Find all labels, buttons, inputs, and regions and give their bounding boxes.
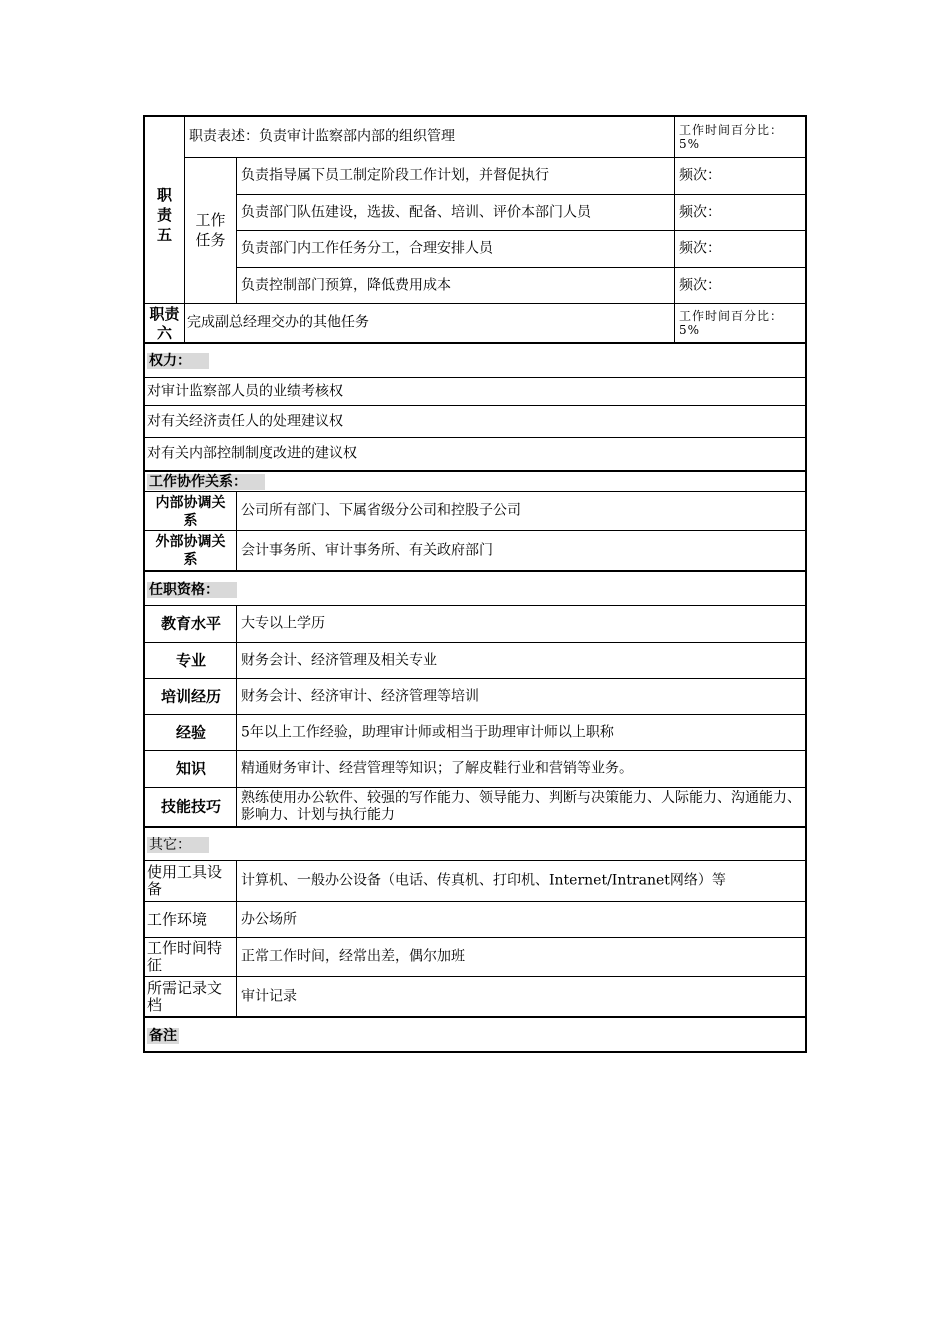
- other-label-tools: 使用工具设备: [143, 860, 237, 902]
- duty5-task-1-freq: 频次：: [674, 157, 807, 195]
- authority-item-3: 对有关内部控制制度改进的建议权: [143, 437, 807, 471]
- internal-relations-value: 公司所有部门、下属省级分公司和控股子公司: [236, 491, 807, 531]
- duty6-statement: 完成副总经理交办的其他任务: [184, 303, 675, 343]
- duty5-task-4-freq: 频次：: [674, 267, 807, 304]
- duty5-task-1: 负责指导属下员工制定阶段工作计划，并督促执行: [236, 157, 675, 195]
- other-label-environment: 工作环境: [143, 901, 237, 938]
- other-label-work-hours: 工作时间特征: [143, 937, 237, 977]
- duty5-label-cell: [143, 115, 185, 304]
- relations-header: 工作协作关系：: [147, 474, 265, 490]
- duty5-time-pct-label: 工作时间百分比：: [679, 123, 784, 137]
- qualification-value-experience: 5年以上工作经验，助理审计师或相当于助理审计师以上职称: [236, 714, 807, 751]
- external-relations-label: 外部协调关 系: [155, 534, 226, 568]
- qualifications-header-row: [143, 570, 807, 606]
- duty5-task-2: 负责部门队伍建设，选拔、配备、培训、评价本部门人员: [236, 194, 675, 231]
- qualification-value-knowledge: 精通财务审计、经营管理等知识；了解皮鞋行业和营销等业务。: [236, 750, 807, 788]
- duty5-time-pct: [674, 115, 807, 158]
- authority-item-1: 对审计监察部人员的业绩考核权: [143, 377, 807, 406]
- other-label-records: 所需记录文档: [143, 976, 237, 1017]
- qualification-value-major: 财务会计、经济管理及相关专业: [236, 642, 807, 679]
- qualification-label-knowledge: 知识: [143, 750, 237, 788]
- duty5-task-2-freq: 频次：: [674, 194, 807, 231]
- other-value-records: 审计记录: [236, 976, 807, 1017]
- qualification-label-skills: 技能技巧: [143, 787, 237, 827]
- duty5-task-3-freq: 频次：: [674, 230, 807, 268]
- duty5-task-3: 负责部门内工作任务分工，合理安排人员: [236, 230, 675, 268]
- duty5-task-label: 工作 任务: [195, 211, 226, 249]
- authority-header-row: [143, 342, 807, 378]
- duty5-task-4: 负责控制部门预算，降低费用成本: [236, 267, 675, 304]
- remarks-row: [143, 1016, 807, 1053]
- others-header-row: [143, 826, 807, 861]
- duty6-time-pct: [674, 303, 807, 343]
- others-header: 其它：: [147, 837, 209, 853]
- authority-header: 权力：: [147, 353, 209, 369]
- other-value-tools: 计算机、一般办公设备（电话、传真机、打印机、Internet/Intranet网络）等: [236, 860, 807, 902]
- qualification-value-skills: 熟练使用办公软件、较强的写作能力、领导能力、判断与决策能力、人际能力、沟通能力、影响力、计划与执行能力: [236, 787, 807, 827]
- qualification-label-education: 教育水平: [143, 605, 237, 643]
- duty5-statement: 职责表述：负责审计监察部内部的组织管理: [184, 115, 675, 158]
- qualification-value-education: 大专以上学历: [236, 605, 807, 643]
- external-relations-value: 会计事务所、审计事务所、有关政府部门: [236, 530, 807, 571]
- duty5-task-label-cell: [184, 157, 237, 304]
- qualification-label-major: 专业: [143, 642, 237, 679]
- duty6-label: 职责 六: [149, 305, 180, 342]
- internal-relations-label: 内部协调关 系: [155, 495, 226, 529]
- duty6-label-cell: [143, 303, 185, 343]
- duty6-time-pct-value: 5%: [679, 323, 701, 337]
- relations-header-row: [143, 470, 807, 492]
- other-value-work-hours: 正常工作时间，经常出差，偶尔加班: [236, 937, 807, 977]
- qualification-label-training: 培训经历: [143, 678, 237, 715]
- duty6-time-pct-label: 工作时间百分比：: [679, 309, 784, 323]
- remarks-header: 备注: [149, 1028, 177, 1044]
- qualifications-header: 任职资格：: [147, 582, 237, 598]
- external-relations-label-cell: [143, 530, 237, 571]
- internal-relations-label-cell: [143, 491, 237, 531]
- other-value-environment: 办公场所: [236, 901, 807, 938]
- qualification-value-training: 财务会计、经济审计、经济管理等培训: [236, 678, 807, 715]
- authority-item-2: 对有关经济责任人的处理建议权: [143, 405, 807, 438]
- qualification-label-experience: 经验: [143, 714, 237, 751]
- duty5-time-pct-value: 5%: [679, 137, 701, 151]
- duty5-label: 职 责 五: [156, 186, 172, 244]
